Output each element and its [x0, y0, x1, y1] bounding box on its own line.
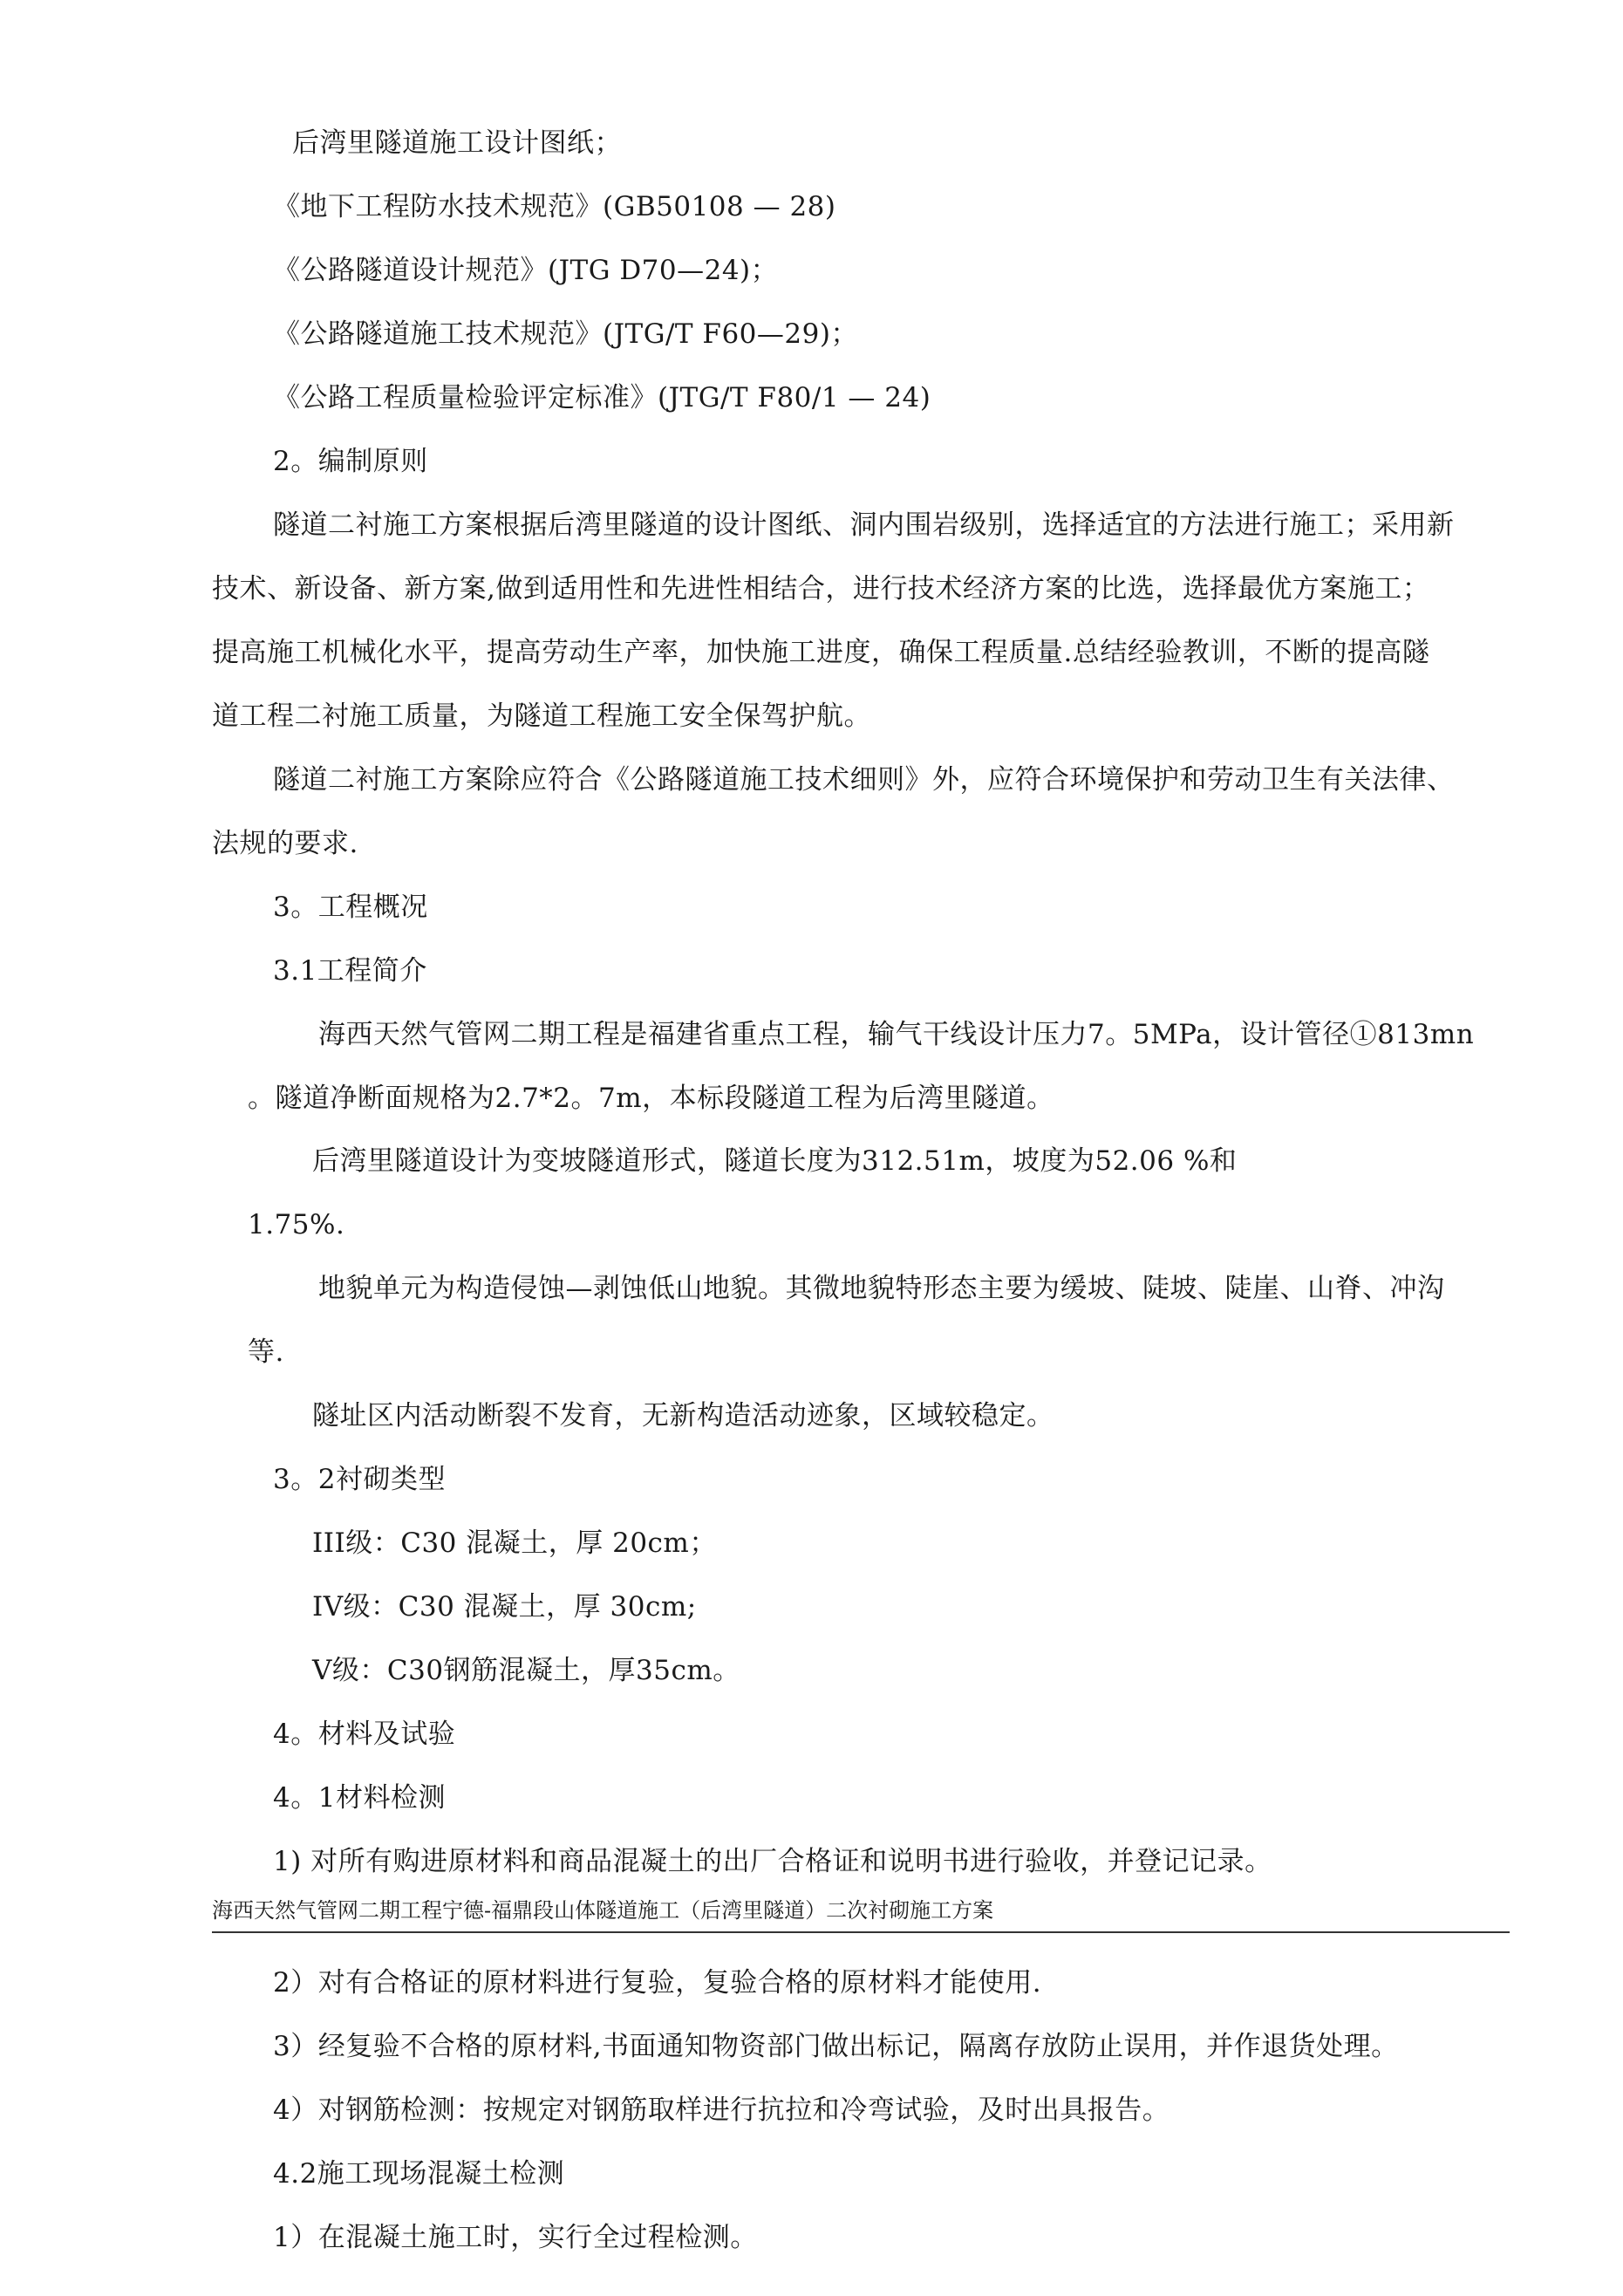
reference-quality-standard: 《公路工程质量检验评定标准》(JTG/T F80/1 — 24) — [273, 382, 931, 413]
paragraph-line: 后湾里隧道设计为变坡隧道形式，隧道长度为312.51m，坡度为52.06 %和 — [312, 1145, 1238, 1177]
reference-waterproof-code: 《地下工程防水技术规范》(GB50108 — 28) — [273, 191, 836, 222]
list-item: 1）在混凝土施工时，实行全过程检测。 — [273, 2222, 758, 2253]
paragraph-line: 等. — [248, 1336, 284, 1368]
subsection-heading-material-inspection: 4。1材料检测 — [273, 1782, 446, 1814]
lining-type-item: V级：C30钢筋混凝土，厚35cm。 — [312, 1655, 740, 1686]
paragraph-line: 隧道二衬施工方案除应符合《公路隧道施工技术细则》外，应符合环境保护和劳动卫生有关法律、 — [273, 764, 1455, 796]
paragraph-line: 技术、新设备、新方案,做到适用性和先进性相结合，进行技术经济方案的比选，选择最优方案施工； — [212, 573, 1430, 605]
list-item: 1) 对所有购进原材料和商品混凝土的出厂合格证和说明书进行验收，并登记记录。 — [273, 1846, 1272, 1877]
list-item: 4）对钢筋检测：按规定对钢筋取样进行抗拉和冷弯试验，及时出具报告。 — [273, 2094, 1170, 2126]
paragraph-line: 法规的要求. — [212, 828, 358, 859]
paragraph-line: 海西天然气管网二期工程是福建省重点工程，输气干线设计压力7。5MPa，设计管径①813mn — [318, 1019, 1475, 1050]
section-heading-materials-testing: 4。材料及试验 — [273, 1719, 456, 1750]
reference-tunnel-construction-code: 《公路隧道施工技术规范》(JTG/T F60—29)； — [273, 318, 858, 350]
running-title: 海西天然气管网二期工程宁德-福鼎段山体隧道施工（后湾里隧道）二次衬砌施工方案 — [212, 1898, 994, 1923]
subsection-heading-lining-types: 3。2衬砌类型 — [273, 1464, 446, 1495]
list-item: 2）对有合格证的原材料进行复验，复验合格的原材料才能使用. — [273, 1967, 1042, 1999]
section-heading-project-overview: 3。工程概况 — [273, 892, 428, 923]
subsection-heading-concrete-inspection: 4.2施工现场混凝土检测 — [273, 2158, 565, 2190]
paragraph-line: 隧址区内活动断裂不发育，无新构造活动迹象，区域较稳定。 — [312, 1400, 1054, 1432]
paragraph-line: 。隧道净断面规格为2.7*2。7m，本标段隧道工程为后湾里隧道。 — [248, 1083, 1054, 1114]
paragraph-line: 地貌单元为构造侵蚀—剥蚀低山地貌。其微地貌特形态主要为缓坡、陡坡、陡崖、山脊、冲沟 — [318, 1273, 1445, 1304]
lining-type-item: IV级：C30 混凝土，厚 30cm; — [312, 1591, 697, 1623]
subsection-heading-project-intro: 3.1工程简介 — [273, 955, 427, 987]
paragraph-line: 提高施工机械化水平，提高劳动生产率，加快施工进度，确保工程质量.总结经验教训，不断的提高隧 — [212, 637, 1430, 668]
page-divider — [212, 1931, 1510, 1933]
list-item: 3）经复验不合格的原材料,书面通知物资部门做出标记，隔离存放防止误用，并作退货处理。 — [273, 2031, 1399, 2062]
paragraph-line: 隧道二衬施工方案根据后湾里隧道的设计图纸、洞内围岩级别，选择适宜的方法进行施工；采用新 — [273, 509, 1455, 541]
reference-tunnel-design-code: 《公路隧道设计规范》(JTG D70—24)； — [273, 255, 779, 286]
reference-design-drawings: 后湾里隧道施工设计图纸； — [292, 127, 622, 159]
paragraph-line: 道工程二衬施工质量，为隧道工程施工安全保驾护航。 — [212, 700, 871, 732]
section-heading-compilation-principles: 2。编制原则 — [273, 446, 428, 477]
paragraph-line: 1.75%. — [248, 1209, 345, 1240]
lining-type-item: III级：C30 混凝土，厚 20cm； — [312, 1527, 717, 1559]
